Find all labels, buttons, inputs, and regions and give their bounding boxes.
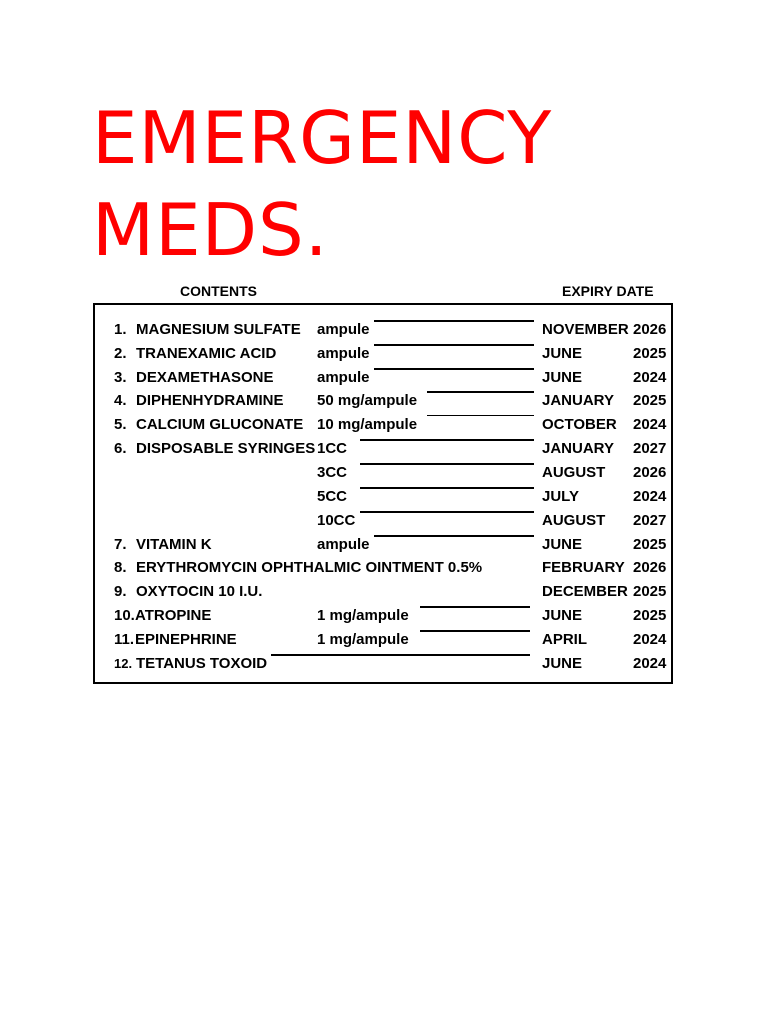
expiry-month: JULY xyxy=(542,488,579,505)
item-quantity: ampule xyxy=(317,321,370,338)
item-quantity: ampule xyxy=(317,369,370,386)
expiry-month: OCTOBER xyxy=(542,416,617,433)
expiry-year: 2025 xyxy=(633,345,667,362)
item-quantity: 1 mg/ampule xyxy=(317,631,409,648)
expiry-month: FEBRUARY xyxy=(542,559,625,576)
item-name: DIPHENHYDRAMINE xyxy=(136,392,284,409)
item-quantity: 5CC xyxy=(317,488,348,505)
item-name: ATROPINE xyxy=(135,607,212,624)
item-number: 10. xyxy=(114,607,135,624)
fill-line xyxy=(427,415,534,416)
fill-line xyxy=(360,439,534,441)
expiry-year: 2026 xyxy=(633,559,667,576)
expiry-month: JUNE xyxy=(542,345,583,362)
item-quantity: 50 mg/ampule xyxy=(317,392,418,409)
item-name: VITAMIN K xyxy=(136,536,212,553)
expiry-year: 2024 xyxy=(633,416,667,433)
item-number: 7. xyxy=(114,536,127,553)
fill-line xyxy=(374,320,534,322)
fill-line xyxy=(420,630,530,632)
item-number: 2. xyxy=(114,345,127,362)
page-title xyxy=(92,92,692,276)
fill-line xyxy=(420,606,530,608)
fill-line xyxy=(374,368,534,370)
item-name: ERYTHROMYCIN OPHTHALMIC OINTMENT 0.5% xyxy=(136,559,483,576)
title-line-2: MEDS. xyxy=(92,188,329,272)
item-number: 12. xyxy=(114,656,133,671)
fill-line xyxy=(271,654,530,656)
expiry-year: 2024 xyxy=(633,655,667,672)
expiry-year: 2024 xyxy=(633,631,667,648)
item-quantity: 10CC xyxy=(317,512,356,529)
item-number: 9. xyxy=(114,583,127,600)
expiry-month: DECEMBER xyxy=(542,583,628,600)
contents-header: CONTENTS xyxy=(180,283,257,299)
item-quantity: ampule xyxy=(317,536,370,553)
expiry-year: 2025 xyxy=(633,536,667,553)
item-number: 1. xyxy=(114,321,127,338)
expiry-month: NOVEMBER xyxy=(542,321,629,338)
item-quantity: 10 mg/ampule xyxy=(317,416,418,433)
fill-line xyxy=(427,391,534,393)
item-name: DISPOSABLE SYRINGES xyxy=(136,440,316,457)
expiry-month: JUNE xyxy=(542,369,583,386)
fill-line xyxy=(374,535,534,537)
expiry-year: 2025 xyxy=(633,607,667,624)
item-quantity: 1CC xyxy=(317,440,348,457)
expiry-year: 2027 xyxy=(633,440,667,457)
expiry-month: AUGUST xyxy=(542,464,606,481)
item-name: TRANEXAMIC ACID xyxy=(136,345,277,362)
item-name: EPINEPHRINE xyxy=(135,631,237,648)
item-name: OXYTOCIN 10 I.U. xyxy=(136,583,263,600)
expiry-month: JUNE xyxy=(542,536,583,553)
item-number: 5. xyxy=(114,416,127,433)
item-number: 11. xyxy=(114,631,135,648)
item-quantity: ampule xyxy=(317,345,370,362)
expiry-month: APRIL xyxy=(542,631,587,648)
item-name: MAGNESIUM SULFATE xyxy=(136,321,301,338)
item-quantity: 3CC xyxy=(317,464,348,481)
expiry-year: 2026 xyxy=(633,464,667,481)
item-name: DEXAMETHASONE xyxy=(136,369,274,386)
fill-line xyxy=(360,463,534,465)
expiry-year: 2024 xyxy=(633,369,667,386)
fill-line xyxy=(360,487,534,489)
item-number: 4. xyxy=(114,392,127,409)
item-number: 3. xyxy=(114,369,127,386)
expiry-year: 2025 xyxy=(633,392,667,409)
expiry-year: 2024 xyxy=(633,488,667,505)
expiry-year: 2026 xyxy=(633,321,667,338)
expiry-month: AUGUST xyxy=(542,512,606,529)
meds-list-box xyxy=(93,303,673,684)
title-line-1: EMERGENCY xyxy=(92,96,553,180)
item-name: CALCIUM GLUCONATE xyxy=(136,416,304,433)
item-quantity: 1 mg/ampule xyxy=(317,607,409,624)
expiry-year: 2027 xyxy=(633,512,667,529)
expiry-month: JANUARY xyxy=(542,440,614,457)
expiry-year: 2025 xyxy=(633,583,667,600)
fill-line xyxy=(374,344,534,346)
expiry-month: JUNE xyxy=(542,655,583,672)
item-name: TETANUS TOXOID xyxy=(136,655,268,672)
item-number: 6. xyxy=(114,440,127,457)
fill-line xyxy=(360,511,534,513)
item-number: 8. xyxy=(114,559,127,576)
expiry-date-header: EXPIRY DATE xyxy=(562,283,654,299)
expiry-month: JANUARY xyxy=(542,392,614,409)
expiry-month: JUNE xyxy=(542,607,583,624)
